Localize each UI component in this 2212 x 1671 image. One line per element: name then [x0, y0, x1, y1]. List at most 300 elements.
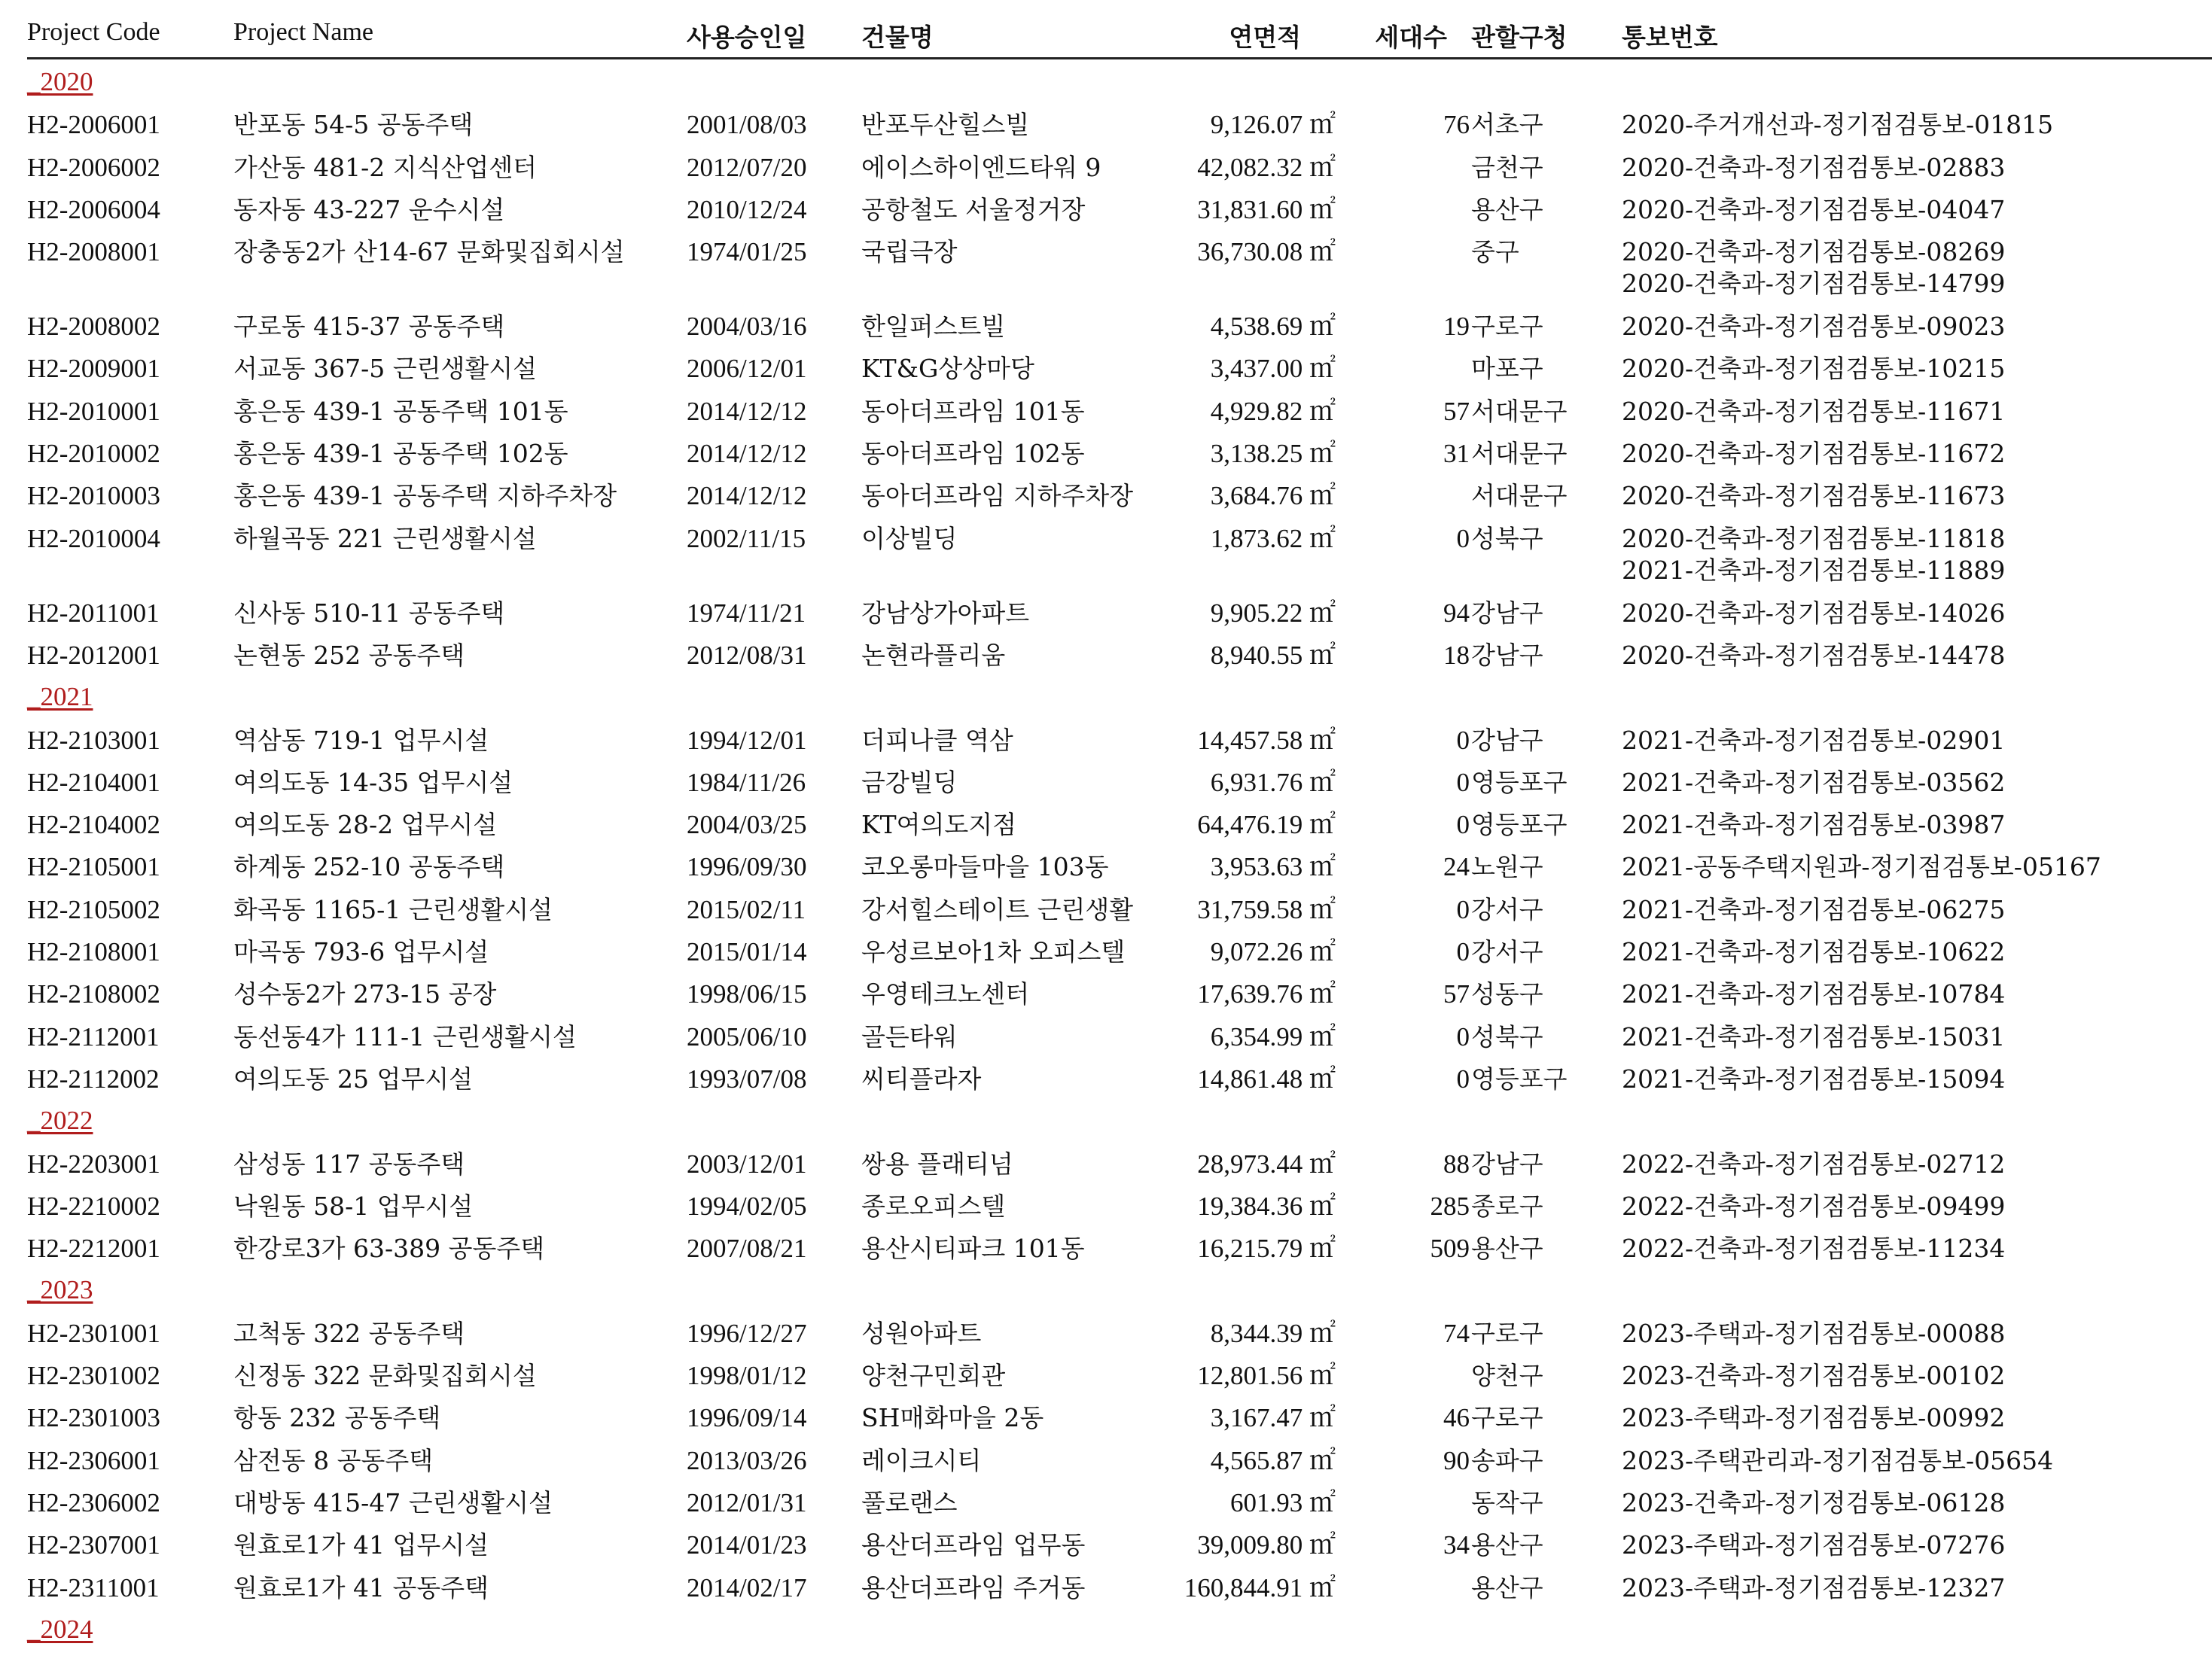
- project-name-cell: 여의도동 25 업무시설: [233, 1064, 473, 1094]
- district-cell: 서대문구: [1471, 481, 1568, 511]
- notice-number-cell: [1622, 438, 2005, 470]
- district-cell: 용산구: [1471, 194, 1543, 224]
- floor-area-cell: 8,940.55 ㎡: [1210, 640, 1336, 670]
- building-name-cell: SH매화마을 2동: [861, 1403, 1044, 1433]
- households-cell: 57: [1443, 979, 1470, 1009]
- project-code-cell: H2-2112002: [27, 1064, 160, 1094]
- project-name-cell: 구로동 415-37 공동주택: [233, 312, 505, 342]
- table-row: [27, 802, 2212, 844]
- project-code-cell: H2-2210002: [27, 1191, 160, 1221]
- floor-area-cell: 3,138.25 ㎡: [1210, 439, 1336, 469]
- table-row: [27, 632, 2212, 674]
- header-building-name: 건물명: [861, 23, 934, 52]
- project-name-cell: 서교동 367-5 근린생활시설: [233, 354, 538, 384]
- building-name-cell: 이상빌딩: [861, 523, 958, 553]
- project-name-cell: 고척동 322 공동주택: [233, 1318, 465, 1348]
- floor-area-cell: 17,639.76 ㎡: [1197, 979, 1336, 1009]
- building-name-cell: 에이스하이엔드타워 9: [861, 152, 1101, 182]
- building-name-cell: 씨티플라자: [861, 1064, 982, 1094]
- approval-date-cell: 2001/08/03: [687, 110, 807, 140]
- district-cell: 강남구: [1471, 598, 1543, 628]
- notice-number-cell: [1622, 353, 2005, 385]
- table-body: [27, 59, 2212, 1649]
- district-cell: 강남구: [1471, 640, 1543, 670]
- table-row: [27, 1395, 2212, 1437]
- notice-number-cell: [1622, 1360, 2005, 1392]
- table-row: [27, 187, 2212, 229]
- year-group-header: [27, 1268, 2212, 1310]
- notice-number-cell: [1622, 311, 2005, 342]
- project-code-cell: H2-2112001: [27, 1021, 160, 1052]
- year-group-header: [27, 59, 2212, 102]
- district-cell: 양천구: [1471, 1361, 1543, 1391]
- approval-date-cell: 1974/01/25: [687, 237, 807, 267]
- project-code-cell: H2-2307001: [27, 1530, 160, 1560]
- households-cell: 94: [1443, 598, 1470, 628]
- building-name-cell: 용산시티파크 101동: [861, 1234, 1085, 1264]
- building-name-cell: 동아더프라임 102동: [861, 439, 1085, 469]
- households-cell: 76: [1443, 110, 1470, 140]
- project-name-cell: 삼성동 117 공동주택: [233, 1149, 465, 1179]
- floor-area-cell: 42,082.32 ㎡: [1197, 152, 1336, 182]
- approval-date-cell: 1996/09/14: [687, 1403, 807, 1433]
- project-code-cell: H2-2104002: [27, 810, 160, 840]
- approval-date-cell: 1984/11/26: [687, 767, 806, 797]
- district-cell: 용산구: [1471, 1572, 1543, 1603]
- district-cell: 강남구: [1471, 1149, 1543, 1179]
- project-name-cell: 여의도동 14-35 업무시설: [233, 767, 513, 797]
- building-name-cell: KT&G상상마당: [861, 354, 1034, 384]
- building-name-cell: 종로오피스텔: [861, 1191, 1006, 1221]
- floor-area-cell: 3,167.47 ㎡: [1210, 1403, 1336, 1433]
- notice-number: 2021-공동주택지원과-정기점검통보-05167: [1622, 852, 2101, 882]
- notice-number-cell: [1622, 979, 2005, 1010]
- households-cell: 509: [1430, 1234, 1470, 1264]
- district-cell: 성북구: [1471, 523, 1543, 553]
- approval-date-cell: 2004/03/16: [687, 312, 807, 342]
- year-group-header: [27, 1607, 2212, 1649]
- approval-date-cell: 1996/09/30: [687, 852, 807, 882]
- project-code-cell: H2-2011001: [27, 598, 160, 628]
- notice-number-cell: [1622, 1149, 2005, 1180]
- floor-area-cell: 601.93 ㎡: [1229, 1487, 1336, 1517]
- project-name-cell: 동선동4가 111-1 근린생활시설: [233, 1021, 577, 1052]
- header-households: 세대수: [1375, 23, 1447, 52]
- notice-number-cell: [1622, 851, 2101, 883]
- project-code-cell: H2-2301003: [27, 1403, 160, 1433]
- project-name-cell: 신정동 322 문화및집회시설: [233, 1361, 537, 1391]
- approval-date-cell: 1996/12/27: [687, 1318, 807, 1348]
- project-code-cell: H2-2306002: [27, 1487, 160, 1517]
- district-cell: 영등포구: [1471, 767, 1568, 797]
- households-cell: 0: [1456, 523, 1470, 553]
- project-name-cell: 항동 232 공동주택: [233, 1403, 441, 1433]
- year-group-label: _2021: [27, 682, 93, 712]
- notice-number-cell: [1622, 1021, 2005, 1053]
- floor-area-cell: 39,009.80 ㎡: [1197, 1530, 1336, 1560]
- notice-number: 2021-건축과-정기점검통보-03562: [1622, 767, 2006, 797]
- building-name-cell: 풀로랜스: [861, 1487, 958, 1517]
- approval-date-cell: 1998/01/12: [687, 1361, 807, 1391]
- floor-area-cell: 160,844.91 ㎡: [1184, 1572, 1336, 1603]
- header-district: 관할구청: [1471, 23, 1568, 52]
- notice-number-cell: [1622, 725, 2005, 756]
- approval-date-cell: 2006/12/01: [687, 354, 807, 384]
- year-group-label: _2020: [27, 67, 93, 96]
- floor-area-cell: 6,931.76 ㎡: [1210, 767, 1336, 797]
- approval-date-cell: 1998/06/15: [687, 979, 807, 1009]
- project-name-cell: 원효로1가 41 업무시설: [233, 1530, 489, 1560]
- year-group-label: _2024: [27, 1614, 93, 1644]
- project-name-cell: 여의도동 28-2 업무시설: [233, 810, 498, 840]
- floor-area-cell: 19,384.36 ㎡: [1197, 1191, 1336, 1221]
- project-name-cell: 하월곡동 221 근린생활시설: [233, 523, 537, 553]
- table-row: [27, 1480, 2212, 1522]
- notice-number: 2021-건축과-정기점검통보-06275: [1622, 894, 2006, 924]
- project-code-cell: H2-2008002: [27, 312, 160, 342]
- building-name-cell: 반포두산힐스빌: [861, 110, 1030, 140]
- building-name-cell: 우영테크노센터: [861, 979, 1030, 1009]
- project-name-cell: 논현동 252 공동주택: [233, 640, 465, 670]
- building-name-cell: 더피나클 역삼: [861, 725, 1013, 755]
- notice-number: 2020-건축과-정기점검통보-14026: [1622, 598, 2006, 628]
- table-row: [27, 345, 2212, 388]
- notice-number: 2022-건축과-정기점검통보-09499: [1622, 1191, 2006, 1221]
- approval-date-cell: 1974/11/21: [687, 598, 806, 628]
- notice-number-cell: [1622, 152, 2005, 184]
- households-cell: 31: [1443, 439, 1470, 469]
- approval-date-cell: 2014/02/17: [687, 1572, 807, 1603]
- district-cell: 동작구: [1471, 1487, 1543, 1517]
- district-cell: 강서구: [1471, 937, 1543, 967]
- building-name-cell: 용산더프라임 주거동: [861, 1572, 1086, 1603]
- project-name-cell: 반포동 54-5 공동주택: [233, 110, 474, 140]
- table-row: [27, 1353, 2212, 1395]
- project-name-cell: 원효로1가 41 공동주택: [233, 1572, 489, 1603]
- header-notice-number: 통보번호: [1622, 23, 1718, 52]
- project-code-cell: H2-2108001: [27, 937, 160, 967]
- approval-date-cell: 1994/12/01: [687, 725, 807, 755]
- building-name-cell: 코오롱마들마을 103동: [861, 852, 1109, 882]
- district-cell: 성동구: [1471, 979, 1543, 1009]
- building-name-cell: 한일퍼스트빌: [861, 312, 1006, 342]
- year-group-header: [27, 674, 2212, 717]
- project-code-cell: H2-2311001: [27, 1572, 160, 1603]
- notice-number-cell: [1622, 1191, 2005, 1222]
- project-name-cell: 장충동2가 산14-67 문화및집회시설: [233, 237, 625, 267]
- notice-number: 2021-건축과-정기점검통보-03987: [1622, 810, 2006, 840]
- district-cell: 서대문구: [1471, 439, 1568, 469]
- floor-area-cell: 8,344.39 ㎡: [1210, 1318, 1336, 1348]
- notice-number: 2020-주거개선과-정기점검통보-01815: [1622, 110, 2054, 140]
- notice-number: 2020-건축과-정기점검통보-09023: [1622, 312, 2006, 342]
- header-project-name: Project Name: [233, 18, 373, 46]
- district-cell: 구로구: [1471, 1403, 1543, 1433]
- table-row: [27, 1438, 2212, 1480]
- floor-area-cell: 36,730.08 ㎡: [1197, 237, 1336, 267]
- households-cell: 34: [1443, 1530, 1470, 1560]
- table-row: [27, 717, 2212, 759]
- table-row: [27, 1522, 2212, 1564]
- building-name-cell: 금강빌딩: [861, 767, 958, 797]
- project-code-cell: H2-2010001: [27, 396, 160, 426]
- approval-date-cell: 2013/03/26: [687, 1445, 807, 1475]
- building-name-cell: 강남상가아파트: [861, 598, 1030, 628]
- notice-number-cell: [1622, 236, 2005, 300]
- project-name-cell: 가산동 481-2 지식산업센터: [233, 152, 538, 182]
- project-code-cell: H2-2105001: [27, 852, 160, 882]
- building-name-cell: 우성르보아1차 오피스텔: [861, 937, 1126, 967]
- notice-number: 2021-건축과-정기점검통보-10622: [1622, 937, 2006, 967]
- table-row: [27, 102, 2212, 144]
- project-code-cell: H2-2108002: [27, 979, 160, 1009]
- building-name-cell: 성원아파트: [861, 1318, 982, 1348]
- notice-number: 2023-주택과-정기점검통보-07276: [1622, 1530, 2006, 1560]
- table-row: [27, 1014, 2212, 1056]
- table-row: [27, 929, 2212, 971]
- district-cell: 구로구: [1471, 312, 1543, 342]
- table-row: [27, 388, 2212, 431]
- table-row: [27, 431, 2212, 473]
- table-row: [27, 516, 2212, 590]
- notice-number-cell: [1622, 1233, 2005, 1265]
- notice-number-cell: [1622, 809, 2005, 841]
- district-cell: 서초구: [1471, 110, 1543, 140]
- table-row: [27, 1141, 2212, 1183]
- table-row: [27, 1310, 2212, 1353]
- project-name-cell: 화곡동 1165-1 근린생활시설: [233, 894, 553, 924]
- project-code-cell: H2-2306001: [27, 1445, 160, 1475]
- notice-number: 2023-주택과-정기점검통보-00088: [1622, 1318, 2006, 1348]
- approval-date-cell: 2014/12/12: [687, 396, 807, 426]
- project-code-cell: H2-2203001: [27, 1149, 160, 1179]
- notice-number-cell: [1622, 1318, 2005, 1350]
- project-code-cell: H2-2301002: [27, 1361, 160, 1391]
- year-group-label: _2023: [27, 1275, 93, 1305]
- building-name-cell: 골든타워: [861, 1021, 958, 1052]
- notice-number: 2020-건축과-정기점검통보-11818: [1622, 523, 2006, 553]
- header-floor-area: 연면적: [1229, 23, 1301, 52]
- approval-date-cell: 2014/01/23: [687, 1530, 807, 1560]
- approval-date-cell: 2012/08/31: [687, 640, 807, 670]
- project-name-cell: 하계동 252-10 공동주택: [233, 852, 505, 882]
- approval-date-cell: 2004/03/25: [687, 810, 807, 840]
- building-name-cell: 국립극장: [861, 237, 958, 267]
- approval-date-cell: 2015/01/14: [687, 937, 807, 967]
- project-code-cell: H2-2105002: [27, 894, 160, 924]
- notice-number: 2021-건축과-정기점검통보-15031: [1622, 1021, 2006, 1052]
- project-name-cell: 신사동 510-11 공동주택: [233, 598, 505, 628]
- floor-area-cell: 3,953.63 ㎡: [1210, 852, 1336, 882]
- households-cell: 285: [1430, 1191, 1470, 1221]
- table-row: [27, 759, 2212, 802]
- households-cell: 0: [1456, 725, 1470, 755]
- project-name-cell: 홍은동 439-1 공동주택 지하주차장: [233, 481, 617, 511]
- floor-area-cell: 9,072.26 ㎡: [1210, 937, 1336, 967]
- notice-number: 2023-주택과-정기점검통보-00992: [1622, 1403, 2006, 1433]
- project-name-cell: 한강로3가 63-389 공동주택: [233, 1234, 545, 1264]
- approval-date-cell: 2014/12/12: [687, 481, 807, 511]
- building-name-cell: 레이크시티: [861, 1445, 982, 1475]
- project-name-cell: 홍은동 439-1 공동주택 102동: [233, 439, 568, 469]
- approval-date-cell: 2007/08/21: [687, 1234, 807, 1264]
- notice-number: 2021-건축과-정기점검통보-15094: [1622, 1064, 2006, 1094]
- district-cell: 종로구: [1471, 1191, 1543, 1221]
- floor-area-cell: 3,684.76 ㎡: [1210, 481, 1336, 511]
- notice-number-cell: [1622, 1445, 2053, 1477]
- notice-number-cell: [1622, 640, 2005, 671]
- notice-number: 2021-건축과-정기점검통보-02901: [1622, 725, 2006, 755]
- approval-date-cell: 2005/06/10: [687, 1021, 807, 1052]
- project-name-cell: 역삼동 719-1 업무시설: [233, 725, 489, 755]
- approval-date-cell: 2003/12/01: [687, 1149, 807, 1179]
- project-code-cell: H2-2012001: [27, 640, 160, 670]
- notice-number: 2020-건축과-정기점검통보-10215: [1622, 354, 2006, 384]
- notice-number: 2020-건축과-정기점검통보-14799: [1622, 269, 2006, 299]
- notice-number-cell: [1622, 598, 2005, 629]
- project-name-cell: 홍은동 439-1 공동주택 101동: [233, 396, 568, 426]
- building-name-cell: 논현라플리움: [861, 640, 1006, 670]
- notice-number-cell: [1622, 1487, 2005, 1519]
- district-cell: 강서구: [1471, 894, 1543, 924]
- project-code-cell: H2-2006001: [27, 110, 160, 140]
- notice-number: 2020-건축과-정기점검통보-04047: [1622, 194, 2006, 224]
- households-cell: 24: [1443, 852, 1470, 882]
- district-cell: 성북구: [1471, 1021, 1543, 1052]
- notice-number: 2023-건축과-정기정검통보-06128: [1622, 1487, 2006, 1517]
- floor-area-cell: 9,126.07 ㎡: [1210, 110, 1336, 140]
- project-code-cell: H2-2006004: [27, 194, 160, 224]
- floor-area-cell: 64,476.19 ㎡: [1197, 810, 1336, 840]
- header-approval-date: 사용승인일: [687, 23, 807, 52]
- notice-number: 2023-건축과-정기점검통보-00102: [1622, 1361, 2006, 1391]
- notice-number-cell: [1622, 936, 2005, 968]
- notice-number-cell: [1622, 894, 2005, 926]
- notice-number: 2021-건축과-정기점검통보-10784: [1622, 979, 2006, 1009]
- table-row: [27, 844, 2212, 886]
- building-name-cell: 공항철도 서울정거장: [861, 194, 1086, 224]
- year-group-label: _2022: [27, 1106, 93, 1136]
- district-cell: 용산구: [1471, 1234, 1543, 1264]
- table-row: [27, 887, 2212, 929]
- project-code-cell: H2-2009001: [27, 354, 160, 384]
- project-code-cell: H2-2103001: [27, 725, 160, 755]
- project-name-cell: 동자동 43-227 운수시설: [233, 194, 505, 224]
- project-name-cell: 대방동 415-47 근린생활시설: [233, 1487, 553, 1517]
- table-row: [27, 1225, 2212, 1268]
- building-name-cell: 용산더프라임 업무동: [861, 1530, 1086, 1560]
- floor-area-cell: 14,457.58 ㎡: [1197, 725, 1336, 755]
- floor-area-cell: 31,831.60 ㎡: [1197, 194, 1336, 224]
- table-row: [27, 229, 2212, 303]
- district-cell: 노원구: [1471, 852, 1543, 882]
- project-code-cell: H2-2010002: [27, 439, 160, 469]
- notice-number: 2022-건축과-정기점검통보-11234: [1622, 1234, 2006, 1264]
- table-row: [27, 473, 2212, 515]
- notice-number: 2020-건축과-정기점검통보-11672: [1622, 439, 2006, 469]
- approval-date-cell: 2012/07/20: [687, 152, 807, 182]
- district-cell: 강남구: [1471, 725, 1543, 755]
- project-name-cell: 성수동2가 273-15 공장: [233, 979, 497, 1009]
- notice-number: 2020-건축과-정기점검통보-08269: [1622, 237, 2006, 267]
- households-cell: 88: [1443, 1149, 1470, 1179]
- district-cell: 영등포구: [1471, 810, 1568, 840]
- floor-area-cell: 1,873.62 ㎡: [1210, 523, 1336, 553]
- table-header: [27, 0, 2212, 59]
- table-row: [27, 971, 2212, 1013]
- households-cell: 74: [1443, 1318, 1470, 1348]
- approval-date-cell: 1993/07/08: [687, 1064, 807, 1094]
- district-cell: 마포구: [1471, 354, 1543, 384]
- building-name-cell: KT여의도지점: [861, 810, 1017, 840]
- project-code-cell: H2-2010004: [27, 523, 160, 553]
- floor-area-cell: 16,215.79 ㎡: [1197, 1234, 1336, 1264]
- floor-area-cell: 28,973.44 ㎡: [1197, 1149, 1336, 1179]
- district-cell: 금천구: [1471, 152, 1543, 182]
- table-row: [27, 1565, 2212, 1607]
- building-name-cell: 양천구민회관: [861, 1361, 1006, 1391]
- district-cell: 용산구: [1471, 1530, 1543, 1560]
- households-cell: 0: [1456, 1021, 1470, 1052]
- floor-area-cell: 31,759.58 ㎡: [1197, 894, 1336, 924]
- households-cell: 0: [1456, 767, 1470, 797]
- approval-date-cell: 2015/02/11: [687, 894, 806, 924]
- table-row: [27, 590, 2212, 632]
- project-name-cell: 낙원동 58-1 업무시설: [233, 1191, 474, 1221]
- households-cell: 90: [1443, 1445, 1470, 1475]
- table-row: [27, 303, 2212, 345]
- notice-number-cell: [1622, 109, 2053, 141]
- approval-date-cell: 2002/11/15: [687, 523, 806, 553]
- project-code-cell: H2-2010003: [27, 481, 160, 511]
- notice-number-cell: [1622, 767, 2005, 799]
- notice-number: 2022-건축과-정기점검통보-02712: [1622, 1149, 2006, 1179]
- approval-date-cell: 2012/01/31: [687, 1487, 807, 1517]
- floor-area-cell: 4,929.82 ㎡: [1210, 396, 1336, 426]
- notice-number-cell: [1622, 1529, 2005, 1561]
- header-project-code: Project Code: [27, 18, 160, 46]
- district-cell: 송파구: [1471, 1445, 1543, 1475]
- project-code-cell: H2-2104001: [27, 767, 160, 797]
- building-name-cell: 강서힐스테이트 근린생활: [861, 894, 1134, 924]
- district-cell: 영등포구: [1471, 1064, 1568, 1094]
- notice-number: 2020-건축과-정기점검통보-02883: [1622, 152, 2006, 182]
- district-cell: 구로구: [1471, 1318, 1543, 1348]
- building-name-cell: 동아더프라임 101동: [861, 396, 1085, 426]
- table-row: [27, 1056, 2212, 1098]
- households-cell: 19: [1443, 312, 1470, 342]
- district-cell: 서대문구: [1471, 396, 1568, 426]
- households-cell: 46: [1443, 1403, 1470, 1433]
- approval-date-cell: 1994/02/05: [687, 1191, 807, 1221]
- households-cell: 0: [1456, 1064, 1470, 1094]
- notice-number: 2020-건축과-정기점검통보-11673: [1622, 481, 2006, 511]
- notice-number-cell: [1622, 480, 2005, 512]
- notice-number: 2020-건축과-정기점검통보-11671: [1622, 396, 2006, 426]
- households-cell: 0: [1456, 937, 1470, 967]
- notice-number: 2020-건축과-정기점검통보-14478: [1622, 640, 2006, 670]
- notice-number: 2021-건축과-정기점검통보-11889: [1622, 555, 2006, 585]
- floor-area-cell: 4,565.87 ㎡: [1210, 1445, 1336, 1475]
- notice-number-cell: [1622, 1402, 2005, 1434]
- project-table: [27, 0, 2212, 1649]
- project-code-cell: H2-2301001: [27, 1318, 160, 1348]
- households-cell: 18: [1443, 640, 1470, 670]
- table-row: [27, 1183, 2212, 1225]
- notice-number-cell: [1622, 1572, 2005, 1604]
- project-name-cell: 마곡동 793-6 업무시설: [233, 937, 489, 967]
- project-name-cell: 삼전동 8 공동주택: [233, 1445, 434, 1475]
